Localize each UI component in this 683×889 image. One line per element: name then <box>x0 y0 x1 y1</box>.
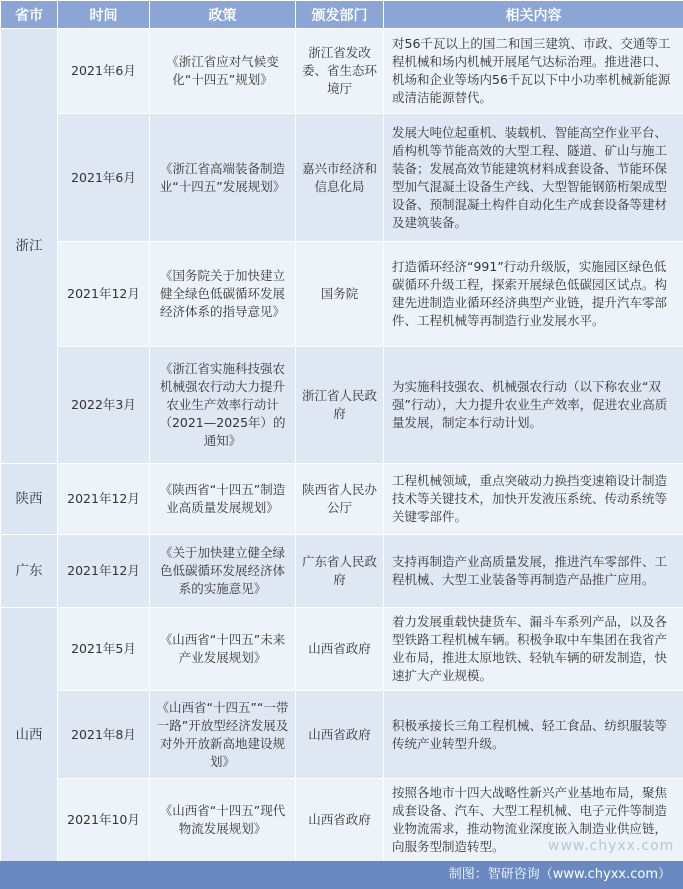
province-cell: 广东 <box>1 535 58 608</box>
content-cell: 支持再制造产业高质量发展，推进汽车零部件、工程机械、大型工业装备等再制造产品推广应用。 <box>384 535 683 608</box>
dept-cell: 广东省人民政府 <box>296 535 384 608</box>
header-dept: 颁发部门 <box>296 1 384 29</box>
table-row <box>1 347 683 464</box>
content-cell: 为实施科技强农、机械强农行动（以下称农业“双强”行动），大力提升农业生产效率，促进农业高质量发展，制定本行动计划。 <box>384 347 683 464</box>
policy-cell: 《浙江省实施科技强农机械强农行动大力提升农业生产效率行动计（2021—2025年）的通知》 <box>150 347 296 464</box>
content-cell: 打造循环经济“991”行动升级版，实施园区绿色低碳循环升级工程，探索开展绿色低碳园区试点。构建先进制造业循环经济典型产业链，提升汽车零部件、工程机械等再制造行业发展水平。 <box>384 242 683 347</box>
dept-cell: 浙江省人民政府 <box>296 347 384 464</box>
time-cell: 2021年12月 <box>58 464 150 535</box>
dept-cell: 山西省政府 <box>296 608 384 691</box>
dept-cell: 山西省政府 <box>296 779 384 862</box>
time-cell: 2021年12月 <box>58 242 150 347</box>
time-cell: 2021年10月 <box>58 779 150 862</box>
dept-cell: 山西省政府 <box>296 691 384 779</box>
header-row <box>1 1 683 29</box>
table-row <box>1 242 683 347</box>
table-row <box>1 464 683 535</box>
time-cell: 2021年12月 <box>58 535 150 608</box>
province-cell: 陕西 <box>1 464 58 535</box>
policy-cell: 《关于加快建立健全绿色低碳循环发展经济体系的实施意见》 <box>150 535 296 608</box>
table-row <box>1 114 683 242</box>
content-cell: 积极承接长三角工程机械、轻工食品、纺织服装等传统产业转型升级。 <box>384 691 683 779</box>
table-row <box>1 691 683 779</box>
header-province: 省市 <box>1 1 58 29</box>
time-cell: 2021年6月 <box>58 29 150 114</box>
time-cell: 2021年6月 <box>58 114 150 242</box>
time-cell: 2021年5月 <box>58 608 150 691</box>
province-cell: 山西 <box>1 608 58 862</box>
policy-cell: 《浙江省应对气候变化“十四五”规划》 <box>150 29 296 114</box>
policy-cell: 《陕西省“十四五”制造业高质量发展规划》 <box>150 464 296 535</box>
dept-cell: 国务院 <box>296 242 384 347</box>
header-content: 相关内容 <box>384 1 683 29</box>
policy-cell: 《山西省“十四五”现代物流发展规划》 <box>150 779 296 862</box>
policy-cell: 《山西省“十四五”“一带一路”开放型经济发展及对外开放新高地建设规划》 <box>150 691 296 779</box>
policy-cell: 《山西省“十四五”未来产业发展规划》 <box>150 608 296 691</box>
content-cell: 按照各地市十四大战略性新兴产业基地布局，聚焦成套设备、汽车、大型工程机械、电子元件等制造业物流需求，推动物流业深度嵌入制造业供应链，向服务型制造转型。 <box>384 779 683 862</box>
table-row <box>1 535 683 608</box>
content-cell: 发展大吨位起重机、装载机、智能高空作业平台、盾构机等节能高效的大型工程、隧道、矿山与施工装备；发展高效节能建筑材料成套设备、节能环保型加气混凝土设备生产线、大型智能钢筋桁架成型设备、预制混凝土构件自动化生产成套设备等建材及建筑装备。 <box>384 114 683 242</box>
content-cell: 着力发展重载快捷货车、漏斗车系列产品，以及各型铁路工程机械车辆。积极争取中车集团在我省产业布局，推进太原地铁、轻轨车辆的研发制造，快速扩大产业规模。 <box>384 608 683 691</box>
time-cell: 2021年8月 <box>58 691 150 779</box>
time-cell: 2022年3月 <box>58 347 150 464</box>
watermark: www.chyxx.com <box>548 838 675 854</box>
table-row <box>1 608 683 691</box>
dept-cell: 嘉兴市经济和信息化局 <box>296 114 384 242</box>
policy-cell: 《国务院关于加快建立健全绿色低碳循环发展经济体系的指导意见》 <box>150 242 296 347</box>
dept-cell: 浙江省发改委、省生态环境厅 <box>296 29 384 114</box>
content-cell: 工程机械领域，重点突破动力换挡变速箱设计制造技术等关键技术，加快开发液压系统、传动系统等关键零部件。 <box>384 464 683 535</box>
header-time: 时间 <box>58 1 150 29</box>
source-footer: 制图：智研咨询（www.chyxx.com） <box>0 861 683 889</box>
dept-cell: 陕西省人民办公厅 <box>296 464 384 535</box>
province-cell: 浙江 <box>1 29 58 464</box>
content-cell: 对56千瓦以上的国二和国三建筑、市政、交通等工程机械和场内机械开展尾气达标治理。推进港口、机场和企业等场内56千瓦以下中小功率机械新能源或清洁能源替代。 <box>384 29 683 114</box>
table-row <box>1 29 683 114</box>
policy-cell: 《浙江省高端装备制造业“十四五”发展规划》 <box>150 114 296 242</box>
header-policy: 政策 <box>150 1 296 29</box>
